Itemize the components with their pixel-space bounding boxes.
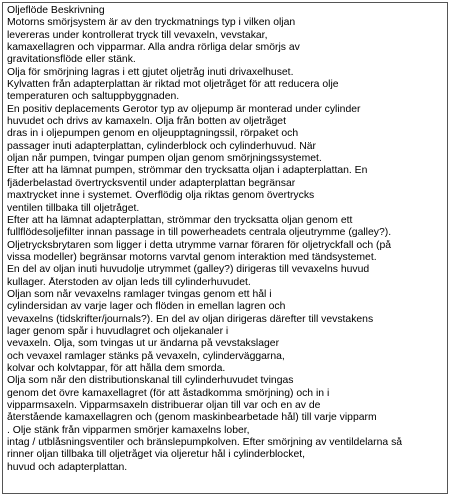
- text-line: vissa modeller) begränsar motorns varvtal genom interaktion med tändsystemet.: [7, 251, 377, 263]
- text-line: och vevaxel ramlager stänks på vevaxeln, cylinderväggarna,: [7, 350, 285, 362]
- text-line: kolvar och kolvtappar, för att hålla dem smorda.: [7, 362, 226, 374]
- text-line: kamaxellagren och vipparmar. Alla andra rörliga delar smörjs av: [7, 42, 300, 54]
- text-line: gravitationsflöde eller stänk.: [7, 54, 136, 66]
- text-line: . Olje stänk från vipparmen smörjer kamaxelns lober,: [7, 424, 250, 436]
- text-line: fjäderbelastad övertrycksventil under adapterplattan begränsar: [7, 177, 296, 189]
- document-title: Oljeflöde Beskrivning: [7, 5, 105, 16]
- text-line: Motorns smörjsystem är av den tryckmatnings typ i vilken oljan: [7, 17, 296, 29]
- text-line: huvudet och drivs av kamaxeln. Olja från botten av oljetråget: [7, 116, 286, 128]
- text-line: Oljan som når vevaxelns ramlager tvingas genom ett hål i: [7, 288, 272, 300]
- text-line: genom det övre kamaxellagret (för att åstadkomma smörjning) och in i: [7, 387, 330, 399]
- text-line: intag / utblåsningsventiler och bränslepumpkolven. Efter smörjning av ventildelarna så: [7, 437, 403, 449]
- text-line: levereras under kontrollerat tryck till vevaxeln, vevstakar,: [7, 29, 268, 41]
- text-line: cylindersidan av varje lager och flöden in emellan lagren och: [7, 301, 286, 313]
- text-line: Efter att ha lämnat pumpen, strömmar den trycksatta oljan i adapterplattan. En: [7, 165, 368, 177]
- text-line: maxtrycket inne i systemet. Överflödig olja riktas genom övertrycks: [7, 190, 315, 202]
- text-line: dras in i oljepumpen genom en oljeupptagningssil, rörpaket och: [7, 128, 299, 140]
- text-line: huvud och adapterplattan.: [7, 461, 128, 473]
- text-line: passager inuti adapterplattan, cylinderblock och cylinderhuvud. När: [7, 140, 317, 152]
- text-line: ventilen tillbaka till oljetråget.: [7, 202, 140, 214]
- text-line: vipparmsaxeln. Vipparmsaxeln distribuerar oljan till var och en av de: [7, 400, 321, 411]
- text-line: En del av oljan inuti huvudolje utrymmet (galley?) dirigeras till vevaxelns huvud: [7, 264, 370, 276]
- document-frame: [2, 2, 448, 494]
- text-line: rinner oljan tillbaka till oljetråget via oljeretur hål i cylinderblocket,: [7, 449, 306, 461]
- text-line: Kylvatten från adapterplattan är riktad mot oljetråget för att reducera olje: [7, 79, 339, 91]
- text-line: kullager. Återstoden av oljan leds till cylinderhuvudet.: [7, 276, 251, 288]
- text-line: vevaxeln. Olja, som tvingas ut ur ändarna på vevstakslager: [7, 338, 280, 350]
- text-line: lager genom spår i huvudlagret och oljekanaler i: [7, 325, 229, 337]
- text-line: En positiv deplacements Gerotor typ av oljepump är monterad under cylinder: [7, 103, 361, 115]
- text-line: temperaturen och saltuppbyggnaden.: [7, 91, 180, 103]
- text-line: Efter att ha lämnat adapterplattan, strömmar den trycksatta oljan genom ett: [7, 214, 353, 226]
- text-line: Oljetrycksbrytaren som ligger i detta utrymme varnar föraren för oljetryckfall och (på: [7, 239, 392, 251]
- text-line: fullflödesoljefilter innan passage in till powerheadets centrala oljeutrymme (galley?).: [7, 227, 392, 239]
- text-line: Olja som når den distributionskanal till cylinderhuvudet tvingas: [7, 375, 294, 387]
- text-line: återstående kamaxellagren och (genom maskinbearbetade hål) till varje vipparm: [7, 412, 377, 424]
- text-line: vevaxelns (tidskrifter/journals?). En del av oljan dirigeras därefter till vevstakens: [7, 313, 374, 325]
- text-line: oljan når pumpen, tvingar pumpen oljan genom smörjningssystemet.: [7, 153, 322, 165]
- text-line: Olja för smörjning lagras i ett gjutet oljetråg inuti drivaxelhuset.: [7, 66, 294, 78]
